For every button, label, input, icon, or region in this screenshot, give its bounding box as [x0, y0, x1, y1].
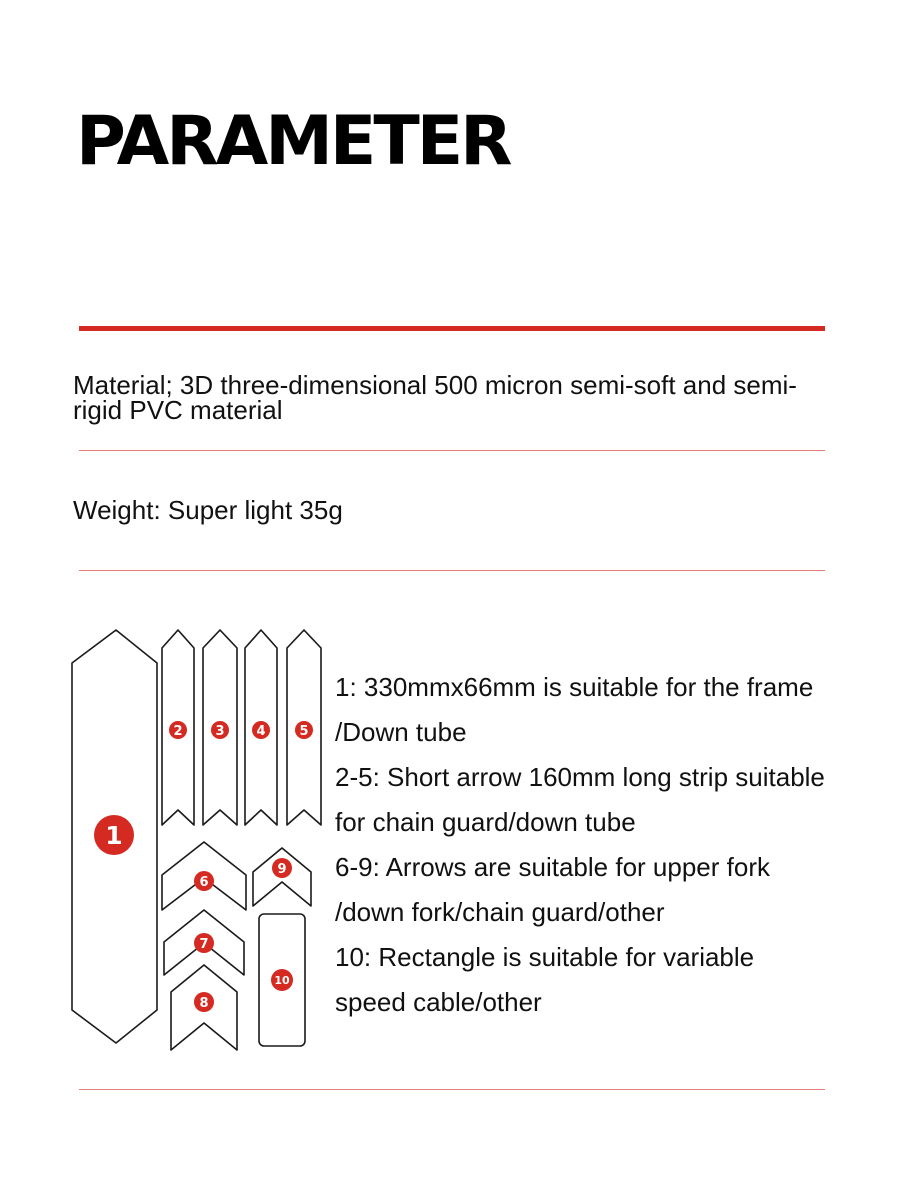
svg-text:6: 6: [199, 875, 209, 890]
badge-1: [94, 815, 134, 855]
spec-line: 1: 330mmx66mm is suitable for the frame: [335, 672, 814, 702]
badge-5: [295, 721, 313, 739]
svg-text:4: 4: [256, 724, 266, 739]
svg-text:9: 9: [277, 862, 287, 877]
sticker-pieces-diagram: [60, 620, 330, 1060]
divider: [79, 450, 825, 451]
badge-6: [194, 871, 214, 891]
badge-10: [271, 969, 293, 991]
badge-7: [194, 933, 214, 953]
svg-text:3: 3: [215, 724, 225, 739]
spec-line: 6-9: Arrows are suitable for upper fork: [335, 852, 770, 882]
badge-3: [211, 721, 229, 739]
spec-line: speed cable/other: [335, 987, 542, 1017]
svg-text:1: 1: [105, 821, 123, 850]
badge-4: [252, 721, 270, 739]
badge-2: [169, 721, 187, 739]
divider: [79, 1089, 825, 1090]
title-divider: [79, 326, 825, 331]
spec-line: /down fork/chain guard/other: [335, 897, 665, 927]
spec-line: 10: Rectangle is suitable for variable: [335, 942, 755, 972]
size-usage-list: [335, 665, 825, 1025]
badge-9: [272, 858, 292, 878]
material-spec: Material; 3D three-dimensional 500 micron semi-soft and semi-rigid PVC material: [73, 370, 797, 425]
page-title: PARAMETER: [76, 102, 510, 181]
weight-spec: Weight: Super light 35g: [73, 495, 343, 525]
svg-text:2: 2: [173, 724, 183, 739]
svg-text:10: 10: [274, 974, 290, 987]
badge-8: [194, 992, 214, 1012]
svg-text:8: 8: [199, 996, 209, 1011]
svg-text:5: 5: [299, 724, 309, 739]
spec-line: /Down tube: [335, 717, 467, 747]
svg-text:7: 7: [199, 937, 209, 952]
spec-line: 2-5: Short arrow 160mm long strip suitable: [335, 762, 825, 792]
divider: [79, 570, 825, 571]
spec-line: for chain guard/down tube: [335, 807, 636, 837]
